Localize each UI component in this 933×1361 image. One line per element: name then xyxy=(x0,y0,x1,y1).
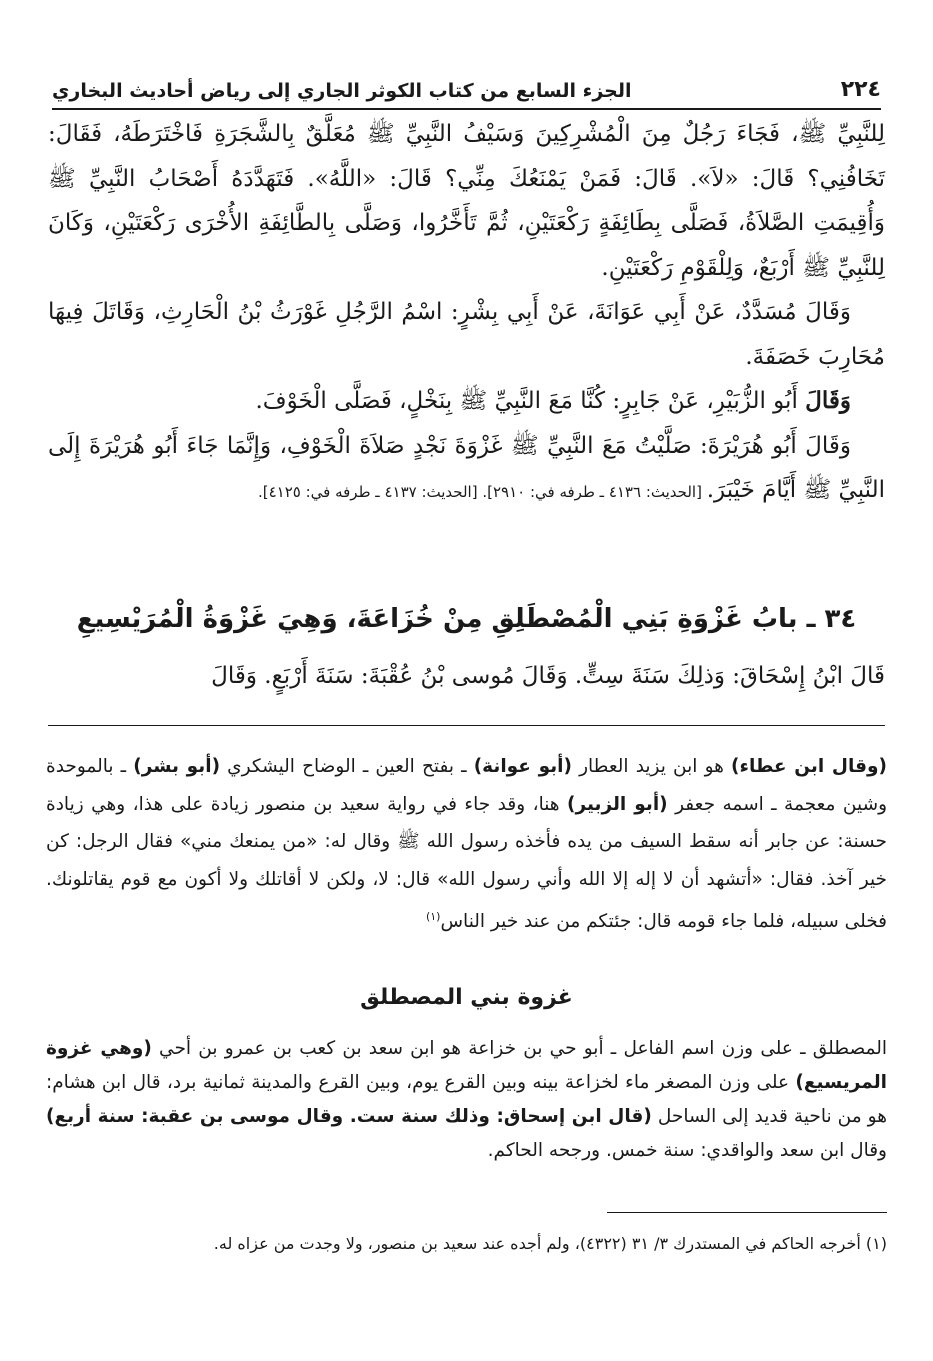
footnote-separator xyxy=(607,1212,887,1213)
bold-quote: (وهي غزوة المريسيع) xyxy=(46,1038,887,1093)
commentary-run: هو ابن يزيد العطار xyxy=(571,756,732,777)
page-header xyxy=(52,66,881,110)
footnotes xyxy=(46,1225,887,1263)
commentary-paragraph xyxy=(46,1032,887,1168)
hadith-paragraph xyxy=(48,424,885,515)
commentary-paragraph xyxy=(46,748,887,941)
commentary-run: هنا، وقد جاء في رواية سعيد بن منصور زيادة على هذا، وهي زيادة حسنة: عن جابر أنه سقط السيف من يده فأخذه رسول الله ﷺ وقال له: «من يمنعك مني» فقال الرجل: كن خير آخذ. فقال: «أتشهد أن لا إله إلا الله وأني رسول الله» قال: لا، ولكن لا أقاتلك ولا أكون مع قوم يقاتلونك. فخلى سبيله، فلما جاء قومه قال: جئتكم من عند خير الناس xyxy=(46,793,887,933)
hadith-reference: [الحديث: ٤١٣٦ ـ طرفه في: ٢٩١٠]. [الحديث: ٤١٣٧ ـ طرفه في: ٤١٢٥]. xyxy=(257,483,707,501)
footnote-item: (١) أخرجه الحاكم في المستدرك ٣/ ٣١ (٤٣٢٢)، ولم أجده عند سعيد بن منصور، ولا وجدت من عزاه له. xyxy=(213,1234,887,1253)
bold-quote: (أبو عوانة) xyxy=(473,756,572,777)
bold-lead: وَقَالَ xyxy=(805,387,851,414)
section-subheading: غزوة بني المصطلق xyxy=(360,985,573,1010)
bold-quote: (أبو بشر) xyxy=(133,756,221,777)
commentary-run: ـ بفتح العين ـ الوضاح اليشكري xyxy=(220,756,474,777)
commentary-run: على وزن المصغر ماء لخزاعة بينه وبين القرع يوم، وبين القرع والمدينة ثمانية برد، قال ابن هشام: هو من ناحية قديد إلى الساحل xyxy=(46,1072,887,1127)
commentary-run: وقال ابن سعد والواقدي: سنة خمس. ورجحه الحاكم. xyxy=(487,1140,887,1161)
running-title: الجزء السابع من كتاب الكوثر الجاري إلى رياض أحاديث البخاري xyxy=(52,80,632,102)
hadith-text-run: وَقَالَ أَبُو هُرَيْرَةَ: صَلَّيْتُ مَعَ النَّبِيِّ ﷺ غَزْوَةَ نَجْدٍ صَلاَةَ الْخَوْفِ، وَإِنَّمَا جَاءَ أَبُو هُرَيْرَةَ إِلَى النَّبِيِّ ﷺ أَيَّامَ خَيْبَرَ. xyxy=(48,432,885,503)
hadith-text xyxy=(48,112,885,515)
bold-quote: (قال ابن إسحاق: وذلك سنة ست. وقال موسى بن عقبة: سنة أربع) xyxy=(46,1106,652,1127)
page-number: ٢٢٤ xyxy=(840,77,881,102)
hadith-paragraph: لِلنَّبِيِّ ﷺ، فَجَاءَ رَجُلٌ مِنَ الْمُشْرِكِينَ وَسَيْفُ النَّبِيِّ ﷺ مُعَلَّقٌ بِالشَّجَرَةِ فَاخْتَرَطَهُ، فَقَالَ: تَخَافُنِي؟ قَالَ: «لاَ». قَالَ: فَمَنْ يَمْنَعُكَ مِنِّي؟ قَالَ: «اللَّهُ». فَتَهَدَّدَهُ أَصْحَابُ النَّبِيِّ ﷺ وَأُقِيمَتِ الصَّلاَةُ، فَصَلَّى بِطَائِفَةٍ رَكْعَتَيْنِ، ثُمَّ تَأَخَّرُوا، وَصَلَّى بِالطَّائِفَةِ الأُخْرَى رَكْعَتَيْنِ، وَكَانَ لِلنَّبِيِّ ﷺ أَرْبَعٌ، وَلِلْقَوْمِ رَكْعَتَيْنِ. xyxy=(48,121,885,281)
commentary-run: ـ بالموحدة وشين معجمة ـ اسمه جعفر xyxy=(46,756,888,815)
chapter-heading: ٣٤ ـ بابُ غَزْوَةِ بَنِي الْمُصْطَلِقِ مِنْ خُزَاعَةَ، وَهِيَ غَزْوَةُ الْمُرَيْسِيعِ xyxy=(76,604,857,634)
bold-quote: (وقال ابن عطاء) xyxy=(731,756,887,777)
hadith-text-run: أَبُو الزُّبَيْرِ، عَنْ جَابِرٍ: كُنَّا مَعَ النَّبِيِّ ﷺ بِنَخْلٍ، فَصَلَّى الْخَوْفَ. xyxy=(255,388,806,414)
hadith-paragraph xyxy=(48,379,885,424)
hadith-paragraph: وَقَالَ مُسَدَّدٌ، عَنْ أَبِي عَوَانَةَ، عَنْ أَبِي بِشْرٍ: اسْمُ الرَّجُلِ غَوْرَثُ بْنُ الْحَارِثِ، وَقَاتَلَ فِيهَا مُحَارِبَ خَصَفَةَ. xyxy=(48,299,885,370)
commentary xyxy=(46,748,887,941)
footnote-marker: (١) xyxy=(425,910,441,923)
separator-line xyxy=(48,725,885,726)
commentary-section xyxy=(46,1032,887,1168)
chapter-body: قَالَ ابْنُ إِسْحَاقَ: وَذلِكَ سَنَةَ سِتٍّ. وَقَالَ مُوسى بْنُ عُقْبَةَ: سَنَةَ أَرْبَعٍ. وَقَالَ xyxy=(211,663,885,689)
bold-quote: (أبو الزبير) xyxy=(567,793,668,815)
commentary-run: المصطلق ـ على وزن اسم الفاعل ـ أبو حي بن خزاعة هو ابن سعد بن كعب بن عمرو بن أحي xyxy=(151,1038,887,1059)
